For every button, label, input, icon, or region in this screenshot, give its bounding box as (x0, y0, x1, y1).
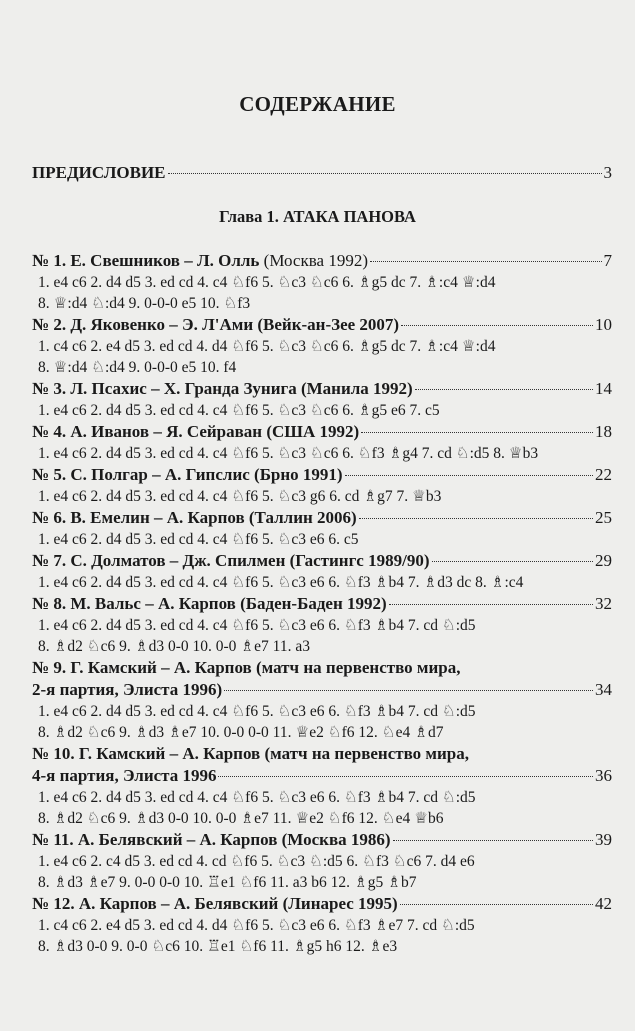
toc-entry[interactable] (32, 593, 612, 657)
preface-page: 3 (603, 163, 612, 182)
entry-moves: 8. ♗d2 ♘c6 9. ♗d3 0-0 10. 0-0 ♗e7 11. a3 (38, 638, 310, 655)
toc-entry[interactable] (32, 550, 612, 593)
entry-moves: 1. e4 c6 2. d4 d5 3. ed cd 4. c4 ♘f6 5. ♘c3 ♘c6 6. ♗g5 dc 7. ♗:c4 ♕:d4 (38, 274, 496, 291)
entry-page: 7 (603, 251, 612, 270)
entry-moves: 1. c4 c6 2. e4 d5 3. ed cd 4. d4 ♘f6 5. ♘c3 e6 6. ♘f3 ♗e7 7. cd ♘:d5 (38, 917, 475, 934)
entry-title: № 10. Г. Камский – А. Карпов (матч на первенство мира, (32, 744, 470, 763)
entry-page: 32 (595, 594, 612, 613)
leader-dots (361, 432, 593, 433)
leader-dots (401, 325, 593, 326)
leader-dots (345, 475, 593, 476)
toc-entry[interactable] (32, 893, 612, 957)
leader-dots (389, 604, 593, 605)
entry-page: 36 (595, 766, 612, 785)
entry-moves: 8. ♗d2 ♘c6 9. ♗d3 ♗e7 10. 0-0 0-0 11. ♕e2 ♘f6 12. ♘e4 ♗d7 (38, 724, 444, 741)
entry-page: 42 (595, 894, 612, 913)
entry-moves: 1. e4 c6 2. c4 d5 3. ed cd 4. cd ♘f6 5. ♘c3 ♘:d5 6. ♘f3 ♘c6 7. d4 e6 (38, 853, 475, 870)
entry-title: № 4. А. Иванов – Я. Сейраван (США 1992) (32, 422, 360, 441)
entry-page: 29 (595, 551, 612, 570)
toc-entry[interactable] (32, 743, 612, 829)
toc-entry[interactable] (32, 507, 612, 550)
entry-moves: 8. ♕:d4 ♘:d4 9. 0-0-0 e5 10. ♘f3 (38, 295, 251, 312)
entry-event: (Москва 1992) (263, 251, 368, 270)
entry-page: 18 (595, 422, 612, 441)
toc-entry[interactable] (32, 464, 612, 507)
toc-list (32, 250, 612, 957)
leader-dots (432, 561, 594, 562)
leader-dots (168, 173, 602, 174)
entry-page: 34 (595, 680, 612, 699)
toc-entry[interactable] (32, 314, 612, 378)
entry-moves: 1. e4 c6 2. d4 d5 3. ed cd 4. c4 ♘f6 5. ♘c3 e6 6. ♘f3 ♗b4 7. ♗d3 dc 8. ♗:c4 (38, 574, 524, 591)
chapter-heading: Глава 1. АТАКА ПАНОВА (219, 207, 416, 226)
entry-page: 39 (595, 830, 612, 849)
entry-title: № 6. В. Емелин – А. Карпов (Таллин 2006) (32, 508, 357, 527)
leader-dots (359, 518, 593, 519)
entry-title: № 1. Е. Свешников – Л. Олль (32, 251, 260, 270)
toc-entry[interactable] (32, 829, 612, 893)
entry-moves: 1. e4 c6 2. d4 d5 3. ed cd 4. c4 ♘f6 5. ♘c3 e6 6. ♘f3 ♗b4 7. cd ♘:d5 (38, 789, 476, 806)
entry-moves: 8. ♗d2 ♘c6 9. ♗d3 0-0 10. 0-0 ♗e7 11. ♕e2 ♘f6 12. ♘e4 ♕b6 (38, 810, 444, 827)
entry-moves: 8. ♗d3 ♗e7 9. 0-0 0-0 10. ♖e1 ♘f6 11. a3 b6 12. ♗g5 ♗b7 (38, 874, 417, 891)
entry-title: № 3. Л. Псахис – Х. Гранда Зунига (Манила 1992) (32, 379, 413, 398)
page-title: СОДЕРЖАНИЕ (239, 92, 396, 116)
entry-title-cont: 4-я партия, Элиста 1996 (32, 766, 217, 785)
entry-title: № 7. С. Долматов – Дж. Спилмен (Гастингс 1989/90) (32, 551, 430, 570)
leader-dots (224, 690, 593, 691)
entry-moves: 8. ♗d3 0-0 9. 0-0 ♘c6 10. ♖e1 ♘f6 11. ♗g5 h6 12. ♗e3 (38, 938, 398, 955)
entry-title: № 9. Г. Камский – А. Карпов (матч на первенство мира, (32, 658, 461, 677)
entry-page: 14 (595, 379, 612, 398)
entry-title: № 12. А. Карпов – А. Белявский (Линарес 1995) (32, 894, 398, 913)
entry-moves: 1. c4 c6 2. e4 d5 3. ed cd 4. d4 ♘f6 5. ♘c3 ♘c6 6. ♗g5 dc 7. ♗:c4 ♕:d4 (38, 338, 496, 355)
leader-dots (400, 904, 593, 905)
toc-entry[interactable] (32, 378, 612, 421)
leader-dots (218, 776, 593, 777)
leader-dots (415, 389, 593, 390)
entry-moves: 1. e4 c6 2. d4 d5 3. ed cd 4. c4 ♘f6 5. ♘c3 ♘c6 6. ♗g5 e6 7. c5 (38, 402, 440, 419)
leader-dots (370, 261, 602, 262)
toc-entry[interactable] (32, 250, 612, 314)
toc-preface[interactable] (32, 162, 612, 184)
entry-title-cont: 2-я партия, Элиста 1996) (32, 680, 223, 699)
entry-title: № 2. Д. Яковенко – Э. Л'Ами (Вейк-ан-Зее 2007) (32, 315, 400, 334)
entry-page: 25 (595, 508, 612, 527)
entry-moves: 1. e4 c6 2. d4 d5 3. ed cd 4. c4 ♘f6 5. ♘c3 ♘c6 6. ♘f3 ♗g4 7. cd ♘:d5 8. ♕b3 (38, 445, 539, 462)
leader-dots (393, 840, 593, 841)
entry-moves: 1. e4 c6 2. d4 d5 3. ed cd 4. c4 ♘f6 5. ♘c3 e6 6. c5 (38, 531, 359, 548)
entry-moves: 1. e4 c6 2. d4 d5 3. ed cd 4. c4 ♘f6 5. ♘c3 e6 6. ♘f3 ♗b4 7. cd ♘:d5 (38, 703, 476, 720)
entry-moves: 1. e4 c6 2. d4 d5 3. ed cd 4. c4 ♘f6 5. ♘c3 e6 6. ♘f3 ♗b4 7. cd ♘:d5 (38, 617, 476, 634)
toc-entry[interactable] (32, 421, 612, 464)
entry-moves: 1. e4 c6 2. d4 d5 3. ed cd 4. c4 ♘f6 5. ♘c3 g6 6. cd ♗g7 7. ♕b3 (38, 488, 442, 505)
entry-page: 22 (595, 465, 612, 484)
entry-title: № 8. М. Вальс – А. Карпов (Баден-Баден 1992) (32, 594, 387, 613)
entry-title: № 11. А. Белявский – А. Карпов (Москва 1986) (32, 830, 391, 849)
entry-page: 10 (595, 315, 612, 334)
entry-moves: 8. ♕:d4 ♘:d4 9. 0-0-0 e5 10. f4 (38, 359, 237, 376)
toc-entry[interactable] (32, 657, 612, 743)
entry-title: № 5. С. Полгар – А. Гипслис (Брно 1991) (32, 465, 343, 484)
preface-label: ПРЕДИСЛОВИЕ (32, 163, 166, 182)
